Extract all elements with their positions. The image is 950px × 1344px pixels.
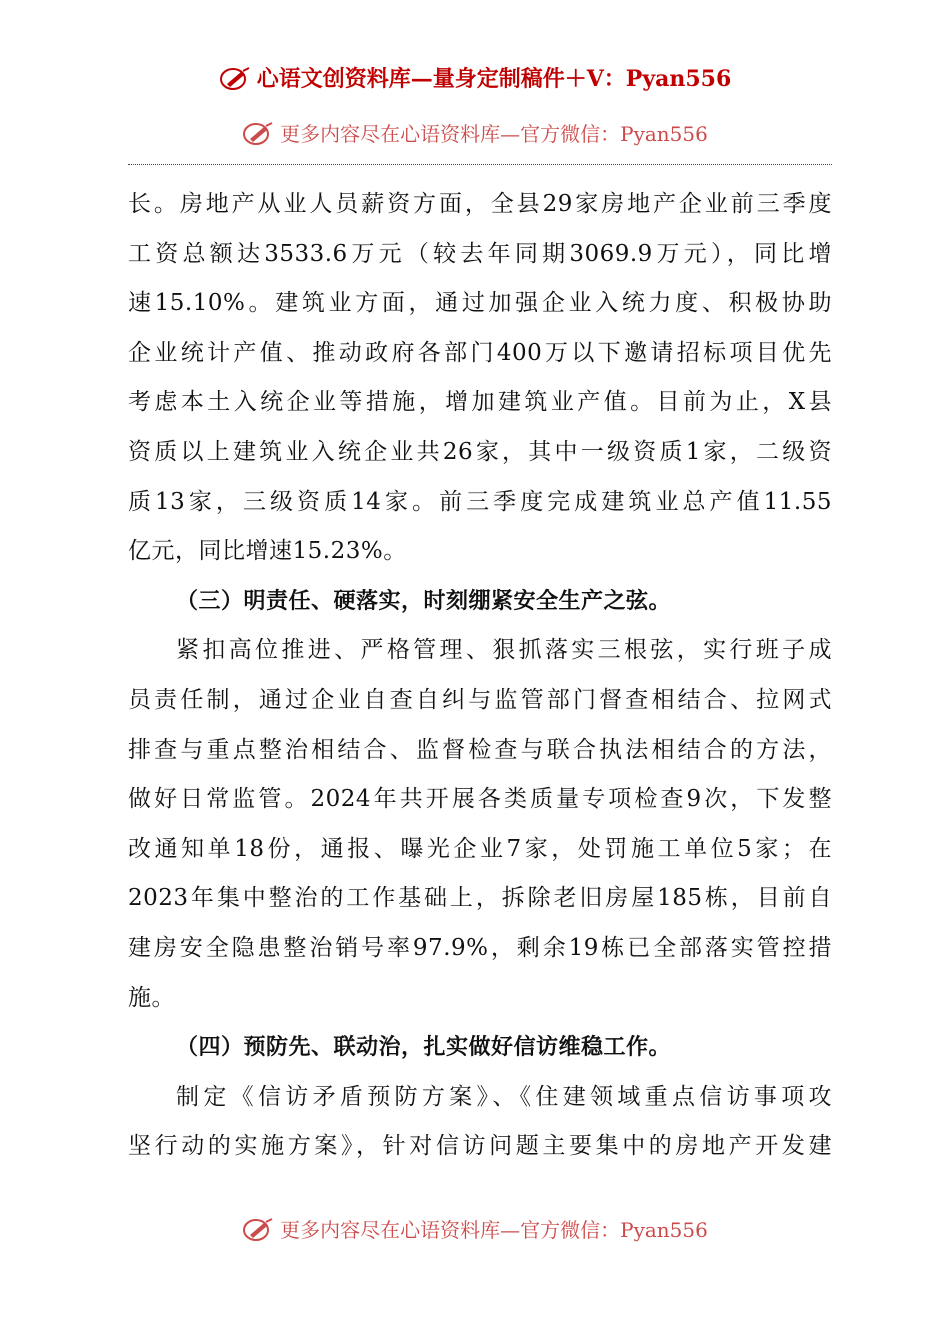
document-body <box>128 180 832 1172</box>
text-line: 制定《信访矛盾预防方案》、《住建领域重点信访事项攻 <box>176 1083 832 1110</box>
header-watermark-text: 更多内容尽在心语资料库—官方微信：Pyan556 <box>280 122 708 146</box>
header-brand-line <box>0 62 950 93</box>
header-watermark-line <box>0 118 950 147</box>
text-line: 施。 <box>128 984 175 1011</box>
text-line: 资质以上建筑业入统企业共26家，其中一级资质1家，二级资 <box>128 438 832 465</box>
pen-logo-icon <box>242 121 276 147</box>
text-line: 质13家，三级资质14家。前三季度完成建筑业总产值11.55 <box>128 488 832 515</box>
text-line: 员责任制，通过企业自查自纠与监管部门督查相结合、拉网式 <box>128 686 832 713</box>
text-line: 做好日常监管。2024年共开展各类质量专项检查9次，下发整 <box>128 786 832 813</box>
text-line: 企业统计产值、推动政府各部门400万以下邀请招标项目优先 <box>128 339 832 366</box>
header-brand-text: 心语文创资料库—量身定制稿件＋V：Pyan556 <box>256 66 732 92</box>
text-line: 速15.10%。建筑业方面，通过加强企业入统力度、积极协助 <box>128 290 832 317</box>
text-line: 坚行动的实施方案》，针对信访问题主要集中的房地产开发建 <box>128 1133 832 1160</box>
text-line: 2023年集中整治的工作基础上，拆除老旧房屋185栋，目前自 <box>128 885 832 912</box>
pen-logo-icon <box>219 66 253 92</box>
paragraph-petition <box>128 1073 832 1172</box>
text-line: 紧扣高位推进、严格管理、狠抓落实三根弦，实行班子成 <box>176 637 832 664</box>
section-heading-3: （三）明责任、硬落实，时刻绷紧安全生产之弦。 <box>176 588 672 614</box>
text-line: 排查与重点整治相结合、监督检查与联合执法相结合的方法， <box>128 736 832 763</box>
pen-logo-icon <box>242 1217 276 1243</box>
text-line: 工资总额达3533.6万元（较去年同期3069.9万元），同比增 <box>128 240 832 267</box>
footer-watermark <box>0 1214 950 1243</box>
header-divider <box>128 164 832 165</box>
footer-watermark-text: 更多内容尽在心语资料库—官方微信：Pyan556 <box>280 1218 708 1242</box>
text-line: 改通知单18份，通报、曝光企业7家，处罚施工单位5家；在 <box>128 835 832 862</box>
paragraph-safety <box>128 626 832 1023</box>
text-line: 长。房地产从业人员薪资方面，全县29家房地产企业前三季度 <box>128 191 832 217</box>
section-heading-4: （四）预防先、联动治，扎实做好信访维稳工作。 <box>176 1035 672 1061</box>
text-line: 亿元，同比增速15.23%。 <box>128 538 407 565</box>
text-line: 考虑本土入统企业等措施，增加建筑业产值。目前为止，X县 <box>128 389 832 416</box>
paragraph-real-estate <box>128 180 832 577</box>
text-line: 建房安全隐患整治销号率97.9%，剩余19栋已全部落实管控措 <box>128 934 832 961</box>
